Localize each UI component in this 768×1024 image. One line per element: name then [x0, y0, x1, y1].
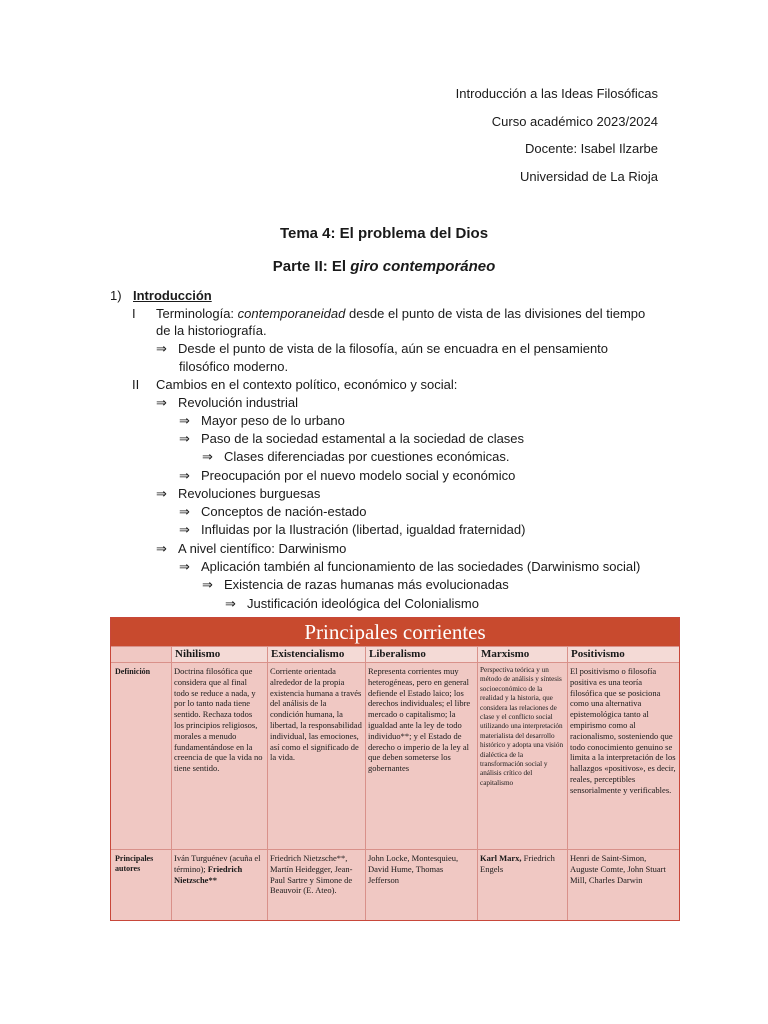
authors-marxismo	[477, 850, 567, 878]
list-item-cont: filosófico moderno.	[179, 359, 289, 374]
author-bold: Karl Marx,	[480, 853, 522, 863]
section-number: 1)	[110, 288, 122, 303]
list-item	[179, 468, 515, 484]
arrow-icon: ⇒	[225, 597, 236, 612]
section-label: Introducción	[133, 288, 212, 303]
definition-positivismo: El positivismo o filosofía positiva es una teoría filosófica que se posiciona como una alternativa epistemológica tanto al empirismo como al racionalismo, sosteniendo que todo conocimiento genuino se limita a la interpretación de los hallazgos «positivos», es decir, reales, perceptibles sensorialmente y verificables.	[570, 666, 676, 795]
authors-positivismo: Henri de Saint-Simon, Auguste Comte, John Stuart Mill, Charles Darwin	[570, 853, 666, 885]
list-item-cont: de la historiografía.	[156, 323, 267, 338]
list-item	[132, 377, 457, 392]
author-text: Friedrich Engels	[480, 853, 555, 874]
item-text: Cambios en el contexto político, económico y social:	[156, 377, 458, 392]
item-text: Preocupación por el nuevo modelo social y económico	[201, 468, 516, 483]
column-header-marxismo: Marxismo	[477, 647, 567, 662]
arrow-icon: ⇒	[179, 432, 190, 447]
list-item	[202, 449, 509, 465]
list-item	[179, 413, 345, 429]
arrow-icon: ⇒	[156, 342, 167, 357]
column-header-existencialismo: Existencialismo	[267, 647, 365, 662]
definition-nihilismo: Doctrina filosófica que considera que al final todo se reduce a nada, y por lo tanto nada tiene sentido. Rechaza todos los principios religiosos, morales a menudo fundamentándose en la creencia de que la vida no tiene sentido.	[174, 666, 263, 774]
subtitle-prefix: Parte II: El	[272, 258, 351, 275]
table-title: Principales corrientes	[111, 618, 679, 646]
item-text: Clases diferenciadas por cuestiones económicas.	[224, 449, 510, 464]
definition-marxismo: Perspectiva teórica y un método de análisis y síntesis socioeconómico de la realidad y la historia, que considera las relaciones de clase y el conflicto social utilizando una interpretación materialista del desarrollo histórico y adopta una visión dialéctica de la transformación social y análisis crítico del capitalismo	[480, 666, 564, 787]
list-item	[156, 395, 298, 411]
arrow-icon: ⇒	[179, 414, 190, 429]
arrow-icon: ⇒	[179, 523, 190, 538]
definition-liberalismo: Representa corrientes muy heterogéneas, pero en general defiende el Estado laico; los derechos individuales; el libre mercado o capitalismo; la igualdad ante la ley de todo individuo**; y el Estado de derecho o imperio de la ley al que deben someterse los gobernantes	[368, 666, 471, 774]
arrow-icon: ⇒	[156, 396, 167, 411]
list-item	[179, 559, 640, 575]
item-text: A nivel científico: Darwinismo	[178, 541, 347, 556]
document-title: Tema 4: El problema del Dios	[279, 225, 489, 242]
university: Universidad de La Rioja	[519, 169, 658, 184]
list-item	[132, 306, 645, 321]
authors-liberalismo: John Locke, Montesquieu, David Hume, Thomas Jefferson	[368, 853, 459, 885]
section-heading	[110, 288, 212, 303]
item-text: Existencia de razas humanas más evolucionadas	[224, 577, 509, 592]
column-header-nihilismo: Nihilismo	[171, 647, 267, 662]
list-item	[156, 486, 320, 502]
item-text: Revolución industrial	[178, 395, 298, 410]
column-header-liberalismo: Liberalismo	[365, 647, 477, 662]
item-text: Revoluciones burguesas	[178, 486, 321, 501]
subtitle-italic: giro contemporáneo	[350, 258, 496, 275]
currents-table	[110, 617, 680, 921]
row-label-autores: Principales autores	[115, 854, 154, 873]
arrow-icon: ⇒	[202, 450, 213, 465]
arrow-icon: ⇒	[179, 560, 190, 575]
list-item	[156, 541, 346, 557]
list-item	[156, 341, 608, 357]
item-text: Mayor peso de lo urbano	[201, 413, 345, 428]
table-rule	[111, 646, 679, 647]
item-text: Paso de la sociedad estamental a la sociedad de clases	[201, 431, 525, 446]
list-item	[179, 431, 524, 447]
arrow-icon: ⇒	[179, 469, 190, 484]
item-italic: contemporaneidad	[237, 306, 346, 321]
definition-existencialismo: Corriente orientada alrededor de la propia existencia humana a través del análisis de la condición humana, la libertad, la responsabilidad individual, las emociones, así como el significado de la vida.	[270, 666, 362, 763]
author-bold: Friedrich Nietzsche**	[174, 863, 243, 885]
teacher: Docente: Isabel Ilzarbe	[525, 141, 658, 156]
item-number: I	[132, 306, 136, 321]
arrow-icon: ⇒	[156, 487, 167, 502]
authors-existencialismo: Friedrich Nietzsche**, Martín Heidegger, Jean-Paul Sartre y Simone de Beauvoir (E. Ateo).	[270, 853, 353, 896]
item-text-cont: desde el punto de vista de las divisiones del tiempo	[345, 306, 646, 321]
arrow-icon: ⇒	[156, 542, 167, 557]
list-item	[179, 522, 525, 538]
arrow-icon: ⇒	[179, 505, 190, 520]
item-text: Influidas por la Ilustración (libertad, igualdad fraternidad)	[201, 522, 526, 537]
academic-year: Curso académico 2023/2024	[491, 114, 658, 129]
item-text: Terminología:	[156, 306, 238, 321]
list-item	[225, 596, 479, 612]
authors-nihilismo	[171, 850, 267, 888]
list-item	[202, 577, 509, 593]
author-text: Iván Turguénev (acuña el término);	[174, 853, 261, 874]
item-text: Conceptos de nación-estado	[201, 504, 367, 519]
arrow-icon: ⇒	[202, 578, 213, 593]
column-header-positivismo: Positivismo	[567, 647, 679, 662]
item-text: Aplicación también al funcionamiento de las sociedades (Darwinismo social)	[201, 559, 641, 574]
item-number: II	[132, 377, 140, 392]
list-item	[179, 504, 367, 520]
item-text: Justificación ideológica del Colonialismo	[247, 596, 479, 611]
item-text: Desde el punto de vista de la filosofía, aún se encuadra en el pensamiento	[178, 341, 609, 356]
course-name: Introducción a las Ideas Filosóficas	[455, 86, 658, 101]
document-subtitle	[0, 258, 768, 275]
row-label-definicion: Definición	[115, 667, 151, 676]
